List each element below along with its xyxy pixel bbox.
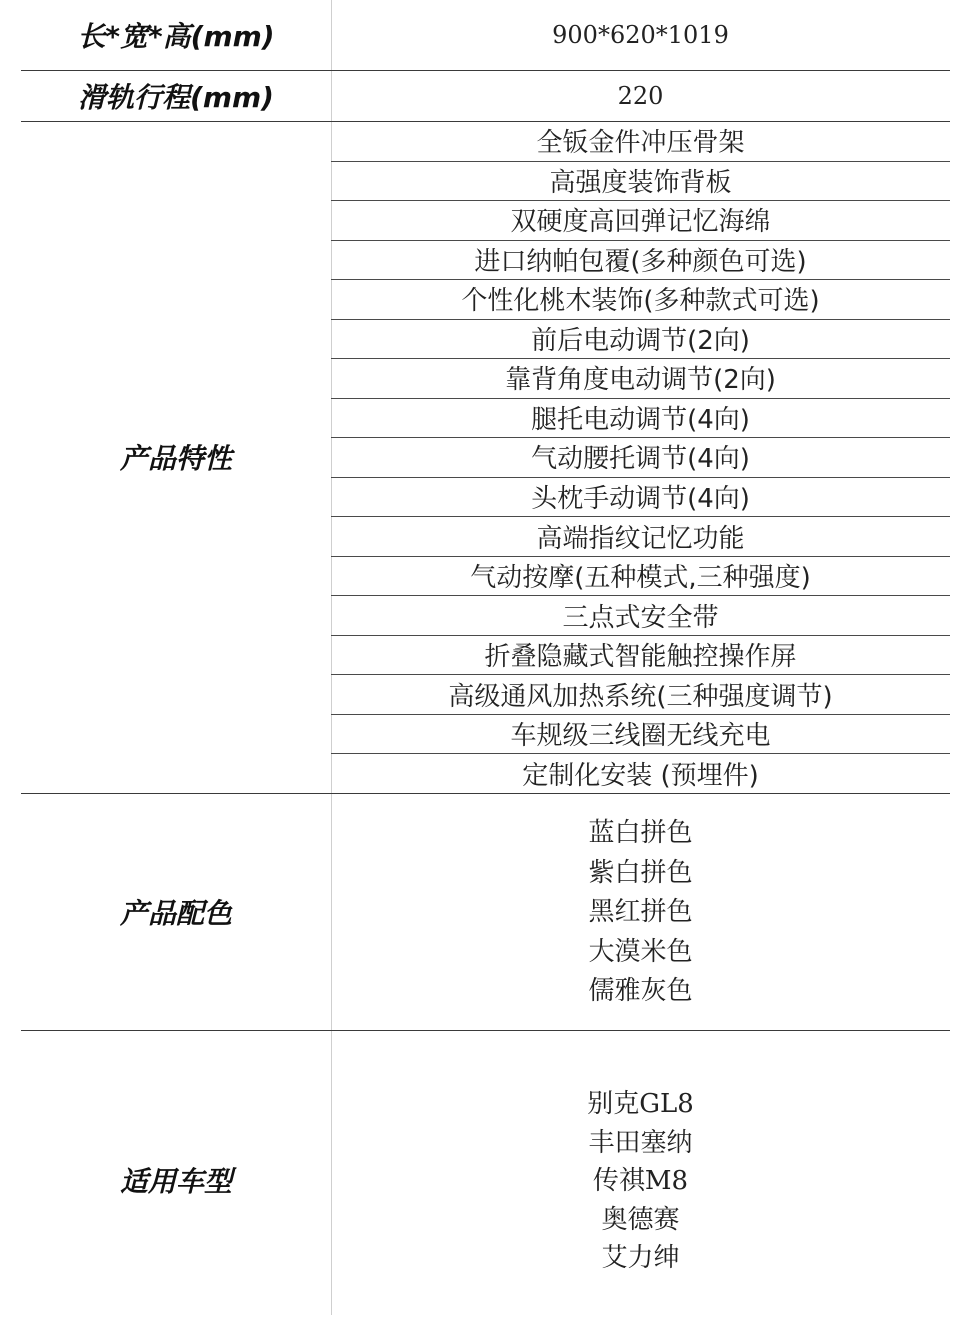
list-item: 丰田塞纳 <box>588 1127 693 1158</box>
colors-list <box>331 814 950 1012</box>
feature-item: 三点式安全带 <box>562 602 719 633</box>
dimensions-value: 900*620*1019 <box>552 21 729 49</box>
list-item: 奥德赛 <box>601 1204 680 1235</box>
feature-item: 气动腰托调节(4向) <box>531 444 750 475</box>
feature-item: 高强度装饰背板 <box>549 167 732 198</box>
rail-travel-label: 滑轨行程(mm) <box>78 80 274 114</box>
models-list <box>331 1085 950 1278</box>
feature-item: 高端指纹记忆功能 <box>536 523 745 554</box>
feature-item: 腿托电动调节(4向) <box>531 404 750 435</box>
feature-item: 进口纳帕包覆(多种颜色可选) <box>474 246 807 277</box>
list-item: 艾力绅 <box>601 1243 680 1273</box>
rail-travel-value: 220 <box>617 81 664 110</box>
feature-item: 定制化安装 (预埋件) <box>522 760 759 791</box>
list-item: 紫白拼色 <box>588 857 693 888</box>
feature-item: 前后电动调节(2向) <box>531 325 750 356</box>
feature-item: 车规级三线圈无线充电 <box>510 721 771 752</box>
features-label: 产品特性 <box>119 442 232 475</box>
feature-item: 折叠隐藏式智能触控操作屏 <box>484 642 797 673</box>
list-item: 儒雅灰色 <box>588 976 693 1006</box>
feature-item: 全钣金件冲压骨架 <box>536 128 745 159</box>
feature-item: 高级通风加热系统(三种强度调节) <box>448 681 833 712</box>
feature-item: 个性化桃木装饰(多种款式可选) <box>461 286 820 317</box>
colors-label: 产品配色 <box>119 896 232 930</box>
models-label: 适用车型 <box>119 1165 232 1198</box>
list-item: 别克GL8 <box>587 1089 694 1119</box>
feature-item: 气动按摩(五种模式,三种强度) <box>470 563 811 594</box>
feature-item: 头枕手动调节(4向) <box>531 484 750 515</box>
list-item: 黑红拼色 <box>588 897 693 927</box>
feature-item: 双硬度高回弹记忆海绵 <box>510 207 771 238</box>
list-item: 蓝白拼色 <box>588 818 693 848</box>
list-item: 大漠米色 <box>588 936 693 967</box>
dimensions-label: 长*宽*高(mm) <box>77 20 275 53</box>
feature-item: 靠背角度电动调节(2向) <box>505 365 776 396</box>
list-item: 传祺M8 <box>592 1166 689 1196</box>
